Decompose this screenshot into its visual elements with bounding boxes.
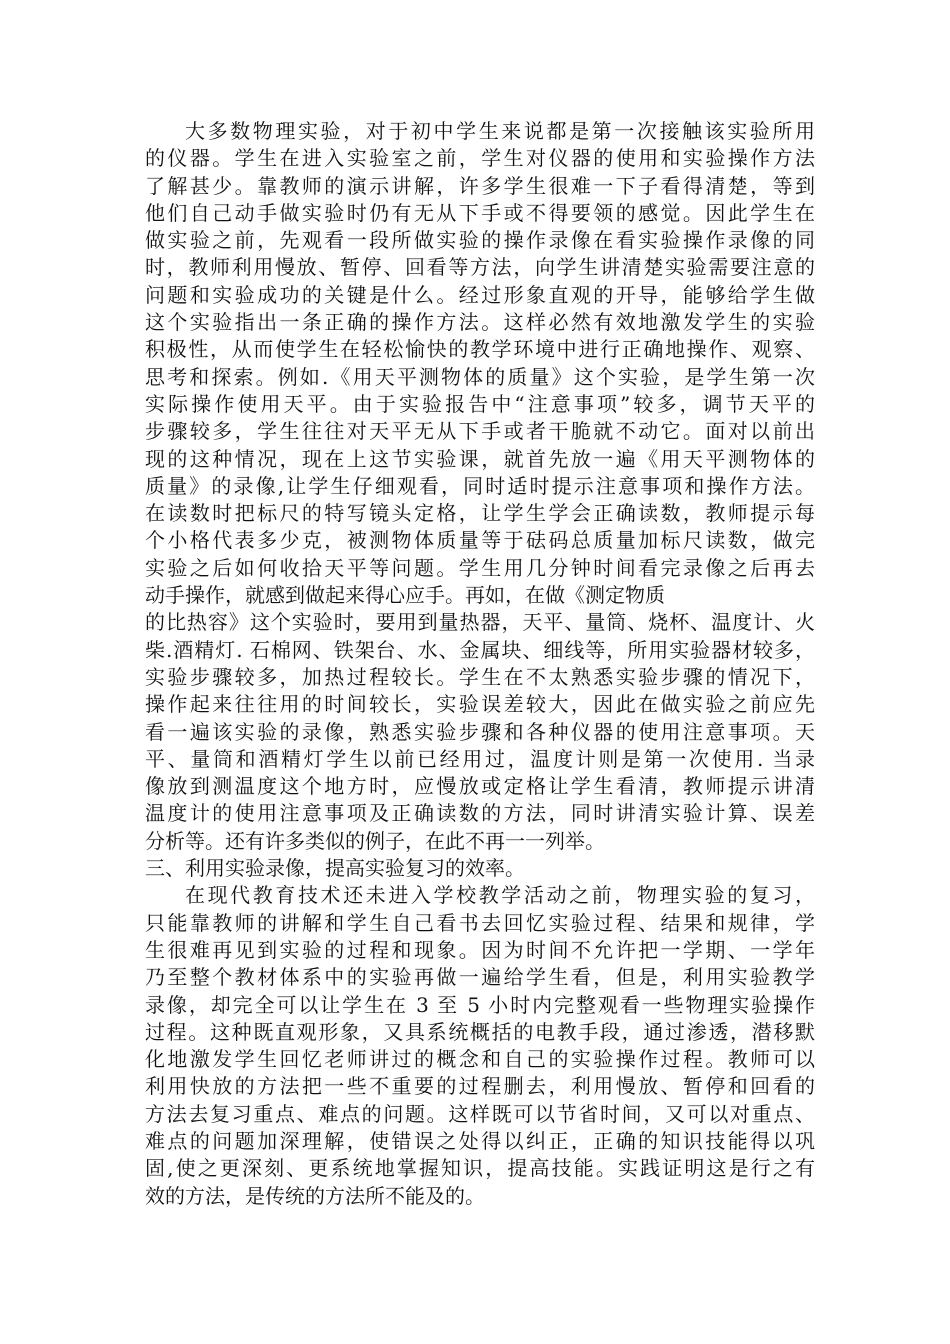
text-line: 实验之后如何收拾天平等问题。学生用几分钟时间看完录像之后再去 (145, 555, 815, 580)
paragraph-1 (145, 118, 815, 609)
text-line: 乃至整个教材体系中的实验再做一遍给学生看，但是，利用实验教学 (145, 965, 815, 990)
text-line: 质量》的录像,让学生仔细观看，同时适时提示注意事项和操作方法。 (145, 473, 815, 498)
text-line: 固,使之更深刻、更系统地掌握知识，提高技能。实践证明这是行之有 (145, 1156, 815, 1181)
text-line: 做实验之前，先观看一段所做实验的操作录像在看实验操作录像的同 (145, 228, 815, 253)
text-line: 思考和探索。例如.《用天平测物体的质量》这个实验，是学生第一次 (145, 364, 815, 389)
text-line: 积极性，从而使学生在轻松愉快的教学环境中进行正确地操作、观察、 (145, 337, 815, 362)
text-line: 像放到测温度这个地方时，应慢放或定格让学生看清，教师提示讲清 (145, 774, 815, 799)
text-line: 了解甚少。靠教师的演示讲解，许多学生很难一下子看得清楚，等到 (145, 173, 815, 198)
text-line: 看一遍该实验的录像，熟悉实验步骤和各种仪器的使用注意事项。天 (145, 719, 815, 744)
text-line: 的仪器。学生在进入实验室之前，学生对仪器的使用和实验操作方法 (145, 146, 815, 171)
text-line: 方法去复习重点、难点的问题。这样既可以节省时间，又可以对重点、 (145, 1101, 815, 1126)
text-line: 操作起来往往用的时间较长，实验误差较大，因此在做实验之前应先 (145, 692, 815, 717)
text-line: 平、量筒和酒精灯学生以前已经用过，温度计则是第一次使用. 当录 (145, 746, 815, 771)
text-line: 录像，却完全可以让学生在 3 至 5 小时内完整观看一些物理实验操作 (145, 992, 815, 1017)
paragraph-3 (145, 882, 815, 1210)
text-line: 在读数时把标尺的特写镜头定格，让学生学会正确读数，教师提示每 (145, 501, 815, 526)
text-line: 现的这种情况，现在上这节实验课，就首先放一遍《用天平测物体的 (145, 446, 815, 471)
section-heading (145, 855, 815, 882)
text-line: 步骤较多，学生往往对天平无从下手或者干脆就不动它。面对以前出 (145, 419, 815, 444)
text-line: 柴.酒精灯. 石棉网、铁架台、水、金属块、细线等，所用实验器材较多， (145, 637, 815, 662)
body-text (145, 118, 815, 1210)
text-line: 问题和实验成功的关键是什么。经过形象直观的开导，能够给学生做 (145, 282, 815, 307)
heading-text: 三、利用实验录像，提高实验复习的效率。 (145, 856, 525, 881)
text-line: 利用快放的方法把一些不重要的过程删去，利用慢放、暂停和回看的 (145, 1074, 815, 1099)
text-line: 这个实验指出一条正确的操作方法。这样必然有效地激发学生的实验 (145, 310, 815, 335)
text-line: 实验步骤较多，加热过程较长。学生在不太熟悉实验步骤的情况下， (145, 664, 815, 689)
text-line: 个小格代表多少克，被测物体质量等于砝码总质量加标尺读数，做完 (145, 528, 815, 553)
text-line: 在现代教育技术还未进入学校教学活动之前，物理实验的复习， (185, 883, 815, 908)
text-line: 化地激发学生回忆老师讲过的概念和自己的实验操作过程。教师可以 (145, 1047, 815, 1072)
text-line: 他们自己动手做实验时仍有无从下手或不得要领的感觉。因此学生在 (145, 200, 815, 225)
text-line: 生很难再见到实验的过程和现象。因为时间不允许把一学期、一学年 (145, 937, 815, 962)
text-line: 温度计的使用注意事项及正确读数的方法，同时讲清实验计算、误差 (145, 801, 815, 826)
text-line: 过程。这种既直观形象，又具系统概括的电教手段，通过渗透，潜移默 (145, 1019, 815, 1044)
text-line: 时，教师利用慢放、暂停、回看等方法，向学生讲清楚实验需要注意的 (145, 255, 815, 280)
text-line: 动手操作，就感到做起来得心应手。再如，在做《测定物质 (145, 583, 665, 608)
text-line: 的比热容》这个实验时，要用到量热器，天平、量筒、烧杯、温度计、火 (145, 610, 815, 635)
paragraph-2 (145, 609, 815, 855)
text-line: 分析等。还有许多类似的例子，在此不再一一列举。 (145, 828, 605, 853)
text-line: 大多数物理实验，对于初中学生来说都是第一次接触该实验所用 (185, 119, 815, 143)
text-line: 实际操作使用天平。由于实验报告中“注意事项”较多，调节天平的 (145, 391, 815, 416)
text-line: 只能靠教师的讲解和学生自己看书去回忆实验过程、结果和规律，学 (145, 910, 815, 935)
text-line: 难点的问题加深理解，使错误之处得以纠正，正确的知识技能得以巩 (145, 1128, 815, 1153)
text-line: 效的方法，是传统的方法所不能及的。 (145, 1183, 485, 1208)
